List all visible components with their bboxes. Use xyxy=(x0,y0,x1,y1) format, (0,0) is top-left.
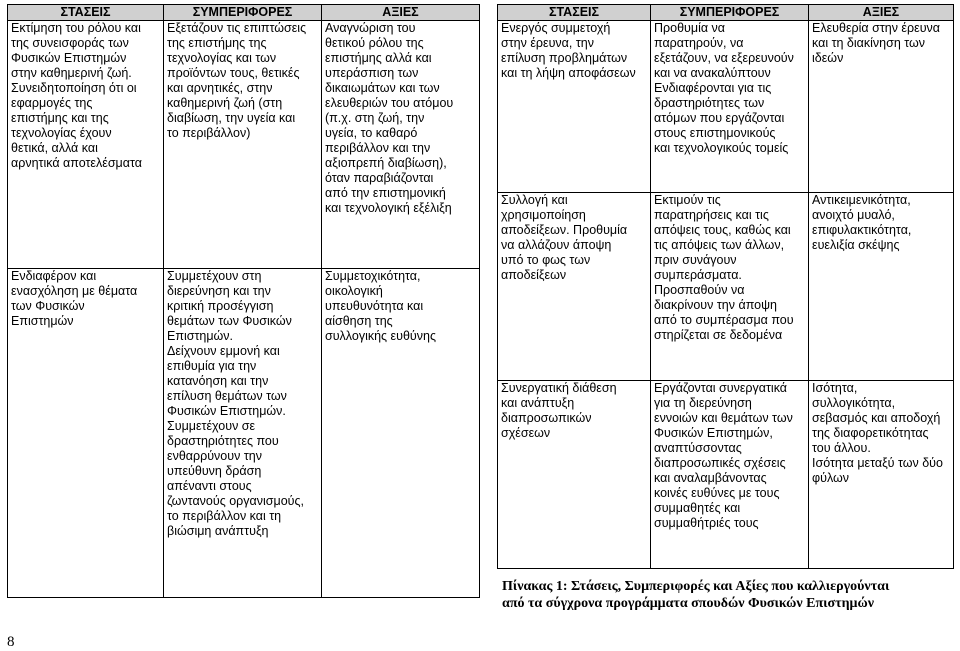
table-cell: Προθυμία να παρατηρούν, να εξετάζουν, να εξερευνούν και να ανακαλύπτουν Ενδιαφέρονται για τις δραστηριότητες των ατόμων που εργάζονται στους επιστημονικούς και τεχνολογικούς τομείς xyxy=(651,21,809,193)
table-cell: Εργάζονται συνεργατικά για τη διερεύνηση εννοιών και θεμάτων των Φυσικών Επιστημών, αναπτύσσοντας διαπροσωπικές σχέσεις και αναλαμβάνοντας κοινές ευθύνες με τους συμμαθητές και συμμαθήτριές τους xyxy=(651,381,809,569)
header-behaviors: ΣΥΜΠΕΡΙΦΟΡΕΣ xyxy=(164,5,322,21)
table-cell: Ελευθερία στην έρευνα και τη διακίνηση των ιδεών xyxy=(809,21,954,193)
table-cell: Αναγνώριση του θετικού ρόλου της επιστήμης αλλά και υπεράσπιση των δικαιωμάτων και των ελευθεριών του ατόμου (π.χ. στη ζωή, την υγεία, το καθαρό περιβάλλον και την αξιοπρεπή διαβίωση), όταν παραβιάζονται από την επιστημονική και τεχνολογική εξέλιξη xyxy=(322,21,480,269)
attitudes-table-right xyxy=(497,4,954,569)
table-cell: Ενδιαφέρον και ενασχόληση με θέματα των Φυσικών Επιστημών xyxy=(8,269,164,598)
table-cell: Συλλογή και χρησιμοποίηση αποδείξεων. Προθυμία να αλλάζουν άποψη υπό το φως των αποδείξεων xyxy=(498,193,651,381)
header-values: ΑΞΙΕΣ xyxy=(809,5,954,21)
table-cell: Ενεργός συμμετοχή στην έρευνα, την επίλυση προβλημάτων και τη λήψη αποφάσεων xyxy=(498,21,651,193)
table-caption: Πίνακας 1: Στάσεις, Συμπεριφορές και Αξίες που καλλιεργούνται από τα σύγχρονα προγράμματα σπουδών Φυσικών Επιστημών xyxy=(502,579,890,611)
table-cell: Εκτίμηση του ρόλου και της συνεισφοράς των Φυσικών Επιστημών στην καθημερινή ζωή. Συνειδητοποίηση ότι οι εφαρμογές της επιστήμης και της τεχνολογίας έχουν θετικά, αλλά και αρνητικά αποτελέσματα xyxy=(8,21,164,269)
table-cell: Συμμετοχικότητα, οικολογική υπευθυνότητα και αίσθηση της συλλογικής ευθύνης xyxy=(322,269,480,598)
header-behaviors: ΣΥΜΠΕΡΙΦΟΡΕΣ xyxy=(651,5,809,21)
table-cell: Εκτιμούν τις παρατηρήσεις και τις απόψεις τους, καθώς και τις απόψεις των άλλων, πριν συνάγουν συμπεράσματα. Προσπαθούν να διακρίνουν την άποψη από το συμπέρασμα που στηρίζεται σε δεδομένα xyxy=(651,193,809,381)
page-number: 8 xyxy=(7,634,15,650)
header-attitudes: ΣΤΑΣΕΙΣ xyxy=(498,5,651,21)
attitudes-table-left xyxy=(7,4,480,598)
table-cell: Συνεργατική διάθεση και ανάπτυξη διαπροσωπικών σχέσεων xyxy=(498,381,651,569)
header-values: ΑΞΙΕΣ xyxy=(322,5,480,21)
table-cell: Αντικειμενικότητα, ανοιχτό μυαλό, επιφυλακτικότητα, ευελιξία σκέψης xyxy=(809,193,954,381)
table-cell: Ισότητα, συλλογικότητα, σεβασμός και αποδοχή της διαφορετικότητας του άλλου. Ισότητα μεταξύ των δύο φύλων xyxy=(809,381,954,569)
table-cell: Συμμετέχουν στη διερεύνηση και την κριτική προσέγγιση θεμάτων των Φυσικών Επιστημών. Δείχνουν εμμονή και επιθυμία για την κατανόηση και την επίλυση θεμάτων των Φυσικών Επιστημών. Συμμετέχουν σε δραστηριότητες που ενθαρρύνουν την υπεύθυνη δράση απέναντι στους ζωντανούς οργανισμούς, το περιβάλλον και τη βιώσιμη ανάπτυξη xyxy=(164,269,322,598)
table-cell: Εξετάζουν τις επιπτώσεις της επιστήμης της τεχνολογίας και των προϊόντων τους, θετικές και αρνητικές, στην καθημερινή ζωή (στη διαβίωση, την υγεία και το περιβάλλον) xyxy=(164,21,322,269)
header-attitudes: ΣΤΑΣΕΙΣ xyxy=(8,5,164,21)
